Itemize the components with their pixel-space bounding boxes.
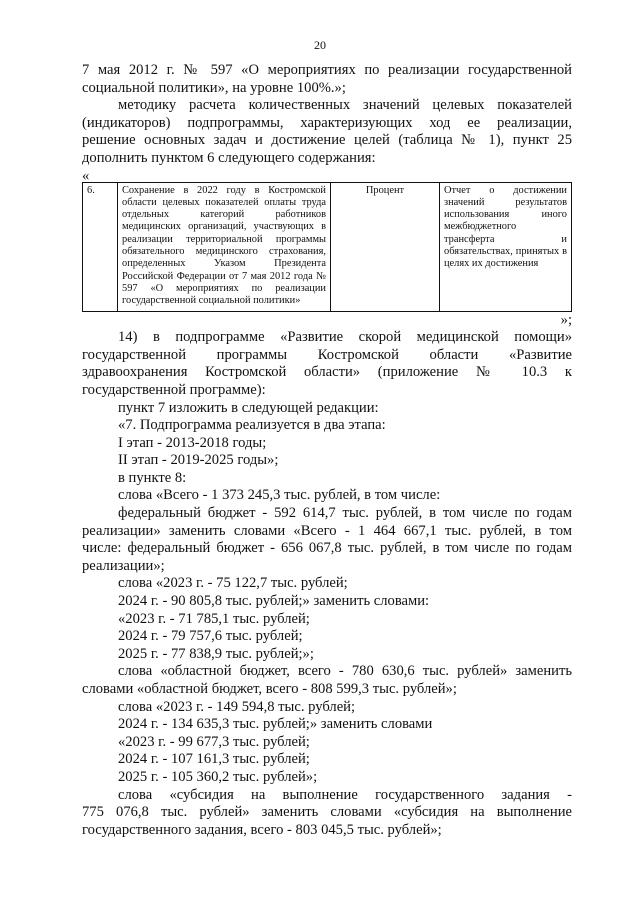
text-line: 2024 г. - 107 161,3 тыс. рублей; bbox=[118, 751, 310, 768]
text-line: слова «субсидия на выполнение государственного задания - bbox=[118, 786, 572, 803]
unit-cell: Процент bbox=[331, 182, 440, 311]
text-line: слова «2023 г. - 75 122,7 тыс. рублей; bbox=[118, 575, 348, 592]
opening-quote: « bbox=[82, 167, 90, 184]
indicator-description-cell: Сохранение в 2022 году в Костромской области целевых показателей оплаты труда отдельных категорий работников медицинских организаций, участвующих в реализации территориальной программы обязательного медицинского страхования, определенных Указом Президента Российской Федерации от 7 мая 2012 года № 597 «О мероприятиях по реализации государственной социальной политики» bbox=[118, 182, 331, 311]
text-line: «7. Подпрограмма реализуется в два этапа: bbox=[118, 417, 386, 434]
text-line: 2024 г. - 90 805,8 тыс. рублей;» заменить словами: bbox=[118, 593, 430, 610]
text-line: II этап - 2019-2025 годы»; bbox=[118, 452, 279, 469]
text-line: федеральный бюджет - 592 614,7 тыс. рублей, в том числе по годам bbox=[118, 505, 572, 522]
text-line: 2024 г. - 134 635,3 тыс. рублей;» заменить словами bbox=[118, 716, 433, 733]
text-line: пункт 7 изложить в следующей редакции: bbox=[118, 399, 379, 416]
text-line: (индикаторов) подпрограммы, характеризующих ход ее реализации, bbox=[82, 114, 572, 131]
text-line: дополнить пунктом 6 следующего содержания: bbox=[82, 149, 376, 166]
text-line: слова «областной бюджет, всего - 780 630,6 тыс. рублей» заменить bbox=[118, 663, 572, 680]
text-line: 14) в подпрограмме «Развитие скорой медицинской помощи» bbox=[118, 329, 572, 346]
text-line: реализации» заменить словами «Всего - 1 464 667,1 тыс. рублей, в том bbox=[82, 522, 572, 539]
text-line: государственной программе): bbox=[82, 381, 266, 398]
text-line: числе: федеральный бюджет - 656 067,8 тыс. рублей, в том числе по годам bbox=[82, 540, 572, 557]
text-line: государственной программы Костромской области «Развитие bbox=[82, 346, 572, 363]
text-line: I этап - 2013-2018 годы; bbox=[118, 434, 267, 451]
text-line: «2023 г. - 71 785,1 тыс. рублей; bbox=[118, 610, 310, 627]
text-line: «2023 г. - 99 677,3 тыс. рублей; bbox=[118, 733, 310, 750]
indicator-table bbox=[82, 182, 572, 312]
text-line: словами «областной бюджет, всего - 808 599,3 тыс. рублей»; bbox=[82, 681, 457, 697]
page-number: 20 bbox=[314, 38, 326, 52]
source-cell: Отчет о достижении значений результатов использования иного межбюджетного трансферта и обязательствах, принятых в целях их достижения bbox=[440, 182, 572, 311]
text-line: социальной политики», на уровне 100%.»; bbox=[82, 79, 346, 96]
text-line: 7 мая 2012 г. № 597 «О мероприятиях по реализации государственной bbox=[82, 62, 572, 78]
text-line: решение основных задач и достижение целей (таблица № 1), пункт 25 bbox=[82, 132, 572, 149]
closing-quote: »; bbox=[560, 311, 572, 328]
text-line: слова «Всего - 1 373 245,3 тыс. рублей, в том числе: bbox=[118, 487, 441, 504]
text-line: методику расчета количественных значений целевых показателей bbox=[118, 97, 572, 114]
table-row bbox=[83, 182, 572, 311]
text-line: здравоохранения Костромской области» (приложение № 10.3 к bbox=[82, 364, 572, 381]
text-line: государственного задания, всего - 803 045,5 тыс. рублей»; bbox=[82, 821, 442, 838]
row-number-cell: 6. bbox=[83, 182, 118, 311]
text-line: 2024 г. - 79 757,6 тыс. рублей; bbox=[118, 628, 303, 645]
text-line: 2025 г. - 105 360,2 тыс. рублей»; bbox=[118, 768, 318, 785]
text-line: 2025 г. - 77 838,9 тыс. рублей;»; bbox=[118, 645, 314, 662]
text-line: реализации»; bbox=[82, 557, 165, 574]
text-line: в пункте 8: bbox=[118, 469, 187, 486]
text-line: 775 076,8 тыс. рублей» заменить словами «субсидия на выполнение bbox=[82, 804, 572, 821]
document-body bbox=[82, 62, 572, 839]
text-line: слова «2023 г. - 149 594,8 тыс. рублей; bbox=[118, 698, 356, 715]
